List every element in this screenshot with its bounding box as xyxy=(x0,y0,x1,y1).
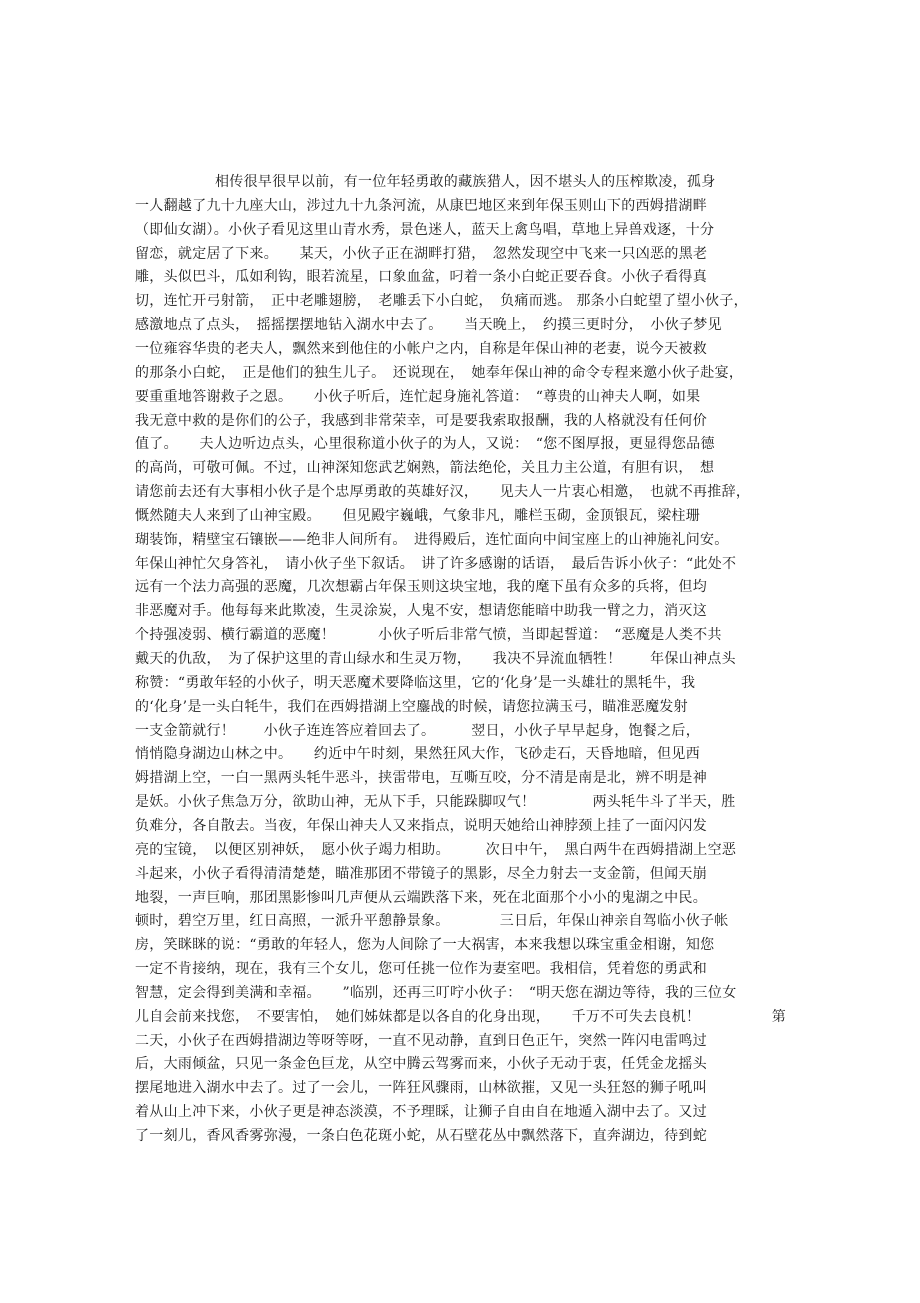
text-line: 一支金箭就行！ 小伙子连连答应着回去了。 翌日，小伙子早早起身，饱餐之后， xyxy=(135,722,700,739)
text-line: 地裂，一声巨响，那团黑影惨叫几声便从云端跌落下来，死在北面那个小小的鬼湖之中民。 xyxy=(135,889,707,906)
text-line: 远有一个法力高强的恶魔，几次想霸占年保玉则这块宝地，我的麾下虽有众多的兵将，但均 xyxy=(135,579,707,596)
text-line: 着从山上冲下来，小伙子更是神态淡漠，不予理睬，让狮子自由自在地遁入湖中去了。又过 xyxy=(135,1104,707,1121)
text-line: 的‘化身’是一头白牦牛，我们在西姆措湖上空鏖战的时候，请您拉满玉弓，瞄准恶魔发射 xyxy=(135,698,688,715)
text-line: 了一刻儿，香风香雾弥漫，一条白色花斑小蛇，从石壁花丛中飘然落下，直奔湖边，待到蛇 xyxy=(135,1128,707,1144)
text-line: 个持强凌弱、横行霸道的恶魔！ 小伙子听后非常气愤，当即起誓道： “恶魔是人类不共 xyxy=(135,627,722,644)
text-line: 一定不肯接纳，现在，我有三个女儿，您可任挑一位作为妻室吧。我相信，凭着您的勇武和 xyxy=(135,961,707,978)
text-line: 年保山神忙欠身答礼， 请小伙子坐下叙话。 讲了许多感谢的话语， 最后告诉小伙子：“此处不 xyxy=(135,555,737,572)
text-line: 顿时，碧空万里，红日高照，一派升平憩静景象。 三日后，年保山神亲自驾临小伙子帐 xyxy=(135,913,729,930)
text-line: 的那条小白蛇， 正是他们的独生儿子。 还说现在， 她奉年保山神的命令专程来邀小伙子赴宴， xyxy=(135,364,744,381)
text-line: 切，连忙开弓射箭， 正中老雕翅膀， 老雕丢下小白蛇， 负痛而逃。 那条小白蛇望了望小伙子， xyxy=(135,293,748,310)
text-line: 是妖。小伙子焦急万分，欲助山神，无从下手，只能跺脚叹气！ 两头牦牛斗了半天，胜 xyxy=(135,794,736,811)
text-line: 摆尾地进入湖水中去了。过了一会儿，一阵狂风骤雨，山林欲摧，又见一头狂怒的狮子吼叫 xyxy=(135,1080,707,1097)
text-line: 相传很早很早以前，有一位年轻勇敢的藏族猎人，因不堪头人的压榨欺凌，孤身 xyxy=(215,174,716,190)
text-line: 的高尚，可敬可佩。不过，山神深知您武艺娴熟，箭法绝伦，关且力主公道，有胆有识， 想 xyxy=(135,460,715,477)
text-line: 悄悄隐身湖边山林之中。 约近中午时刻，果然狂风大作，飞砂走石，天昏地暗，但见西 xyxy=(135,746,700,763)
text-line: 房，笑眯眯的说：“勇敢的年轻人，您为人间除了一大祸害，本来我想以珠宝重金相谢，知您 xyxy=(135,937,715,954)
text-line: 智慧，定会得到美满和幸福。 ”临别，还再三叮咛小伙子： “明天您在湖边等待，我的三位女 xyxy=(135,984,737,1001)
text-line: 要重重地答谢救子之恩。 小伙子听后，连忙起身施礼答道： “尊贵的山神夫人啊，如果 xyxy=(135,388,701,405)
text-line: 斗起来，小伙子看得清清楚楚，瞄准那团不带镜子的黑影，尽全力射去一支金箭，但闻天崩 xyxy=(135,865,707,882)
text-line: 称赞：“勇敢年轻的小伙子，明天恶魔术要降临这里，它的‘化身’是一头雄壮的黑牦牛，我 xyxy=(135,674,696,691)
text-line: 一人翻越了九十九座大山，涉过九十九条河流，从康巴地区来到年保玉则山下的西姆措湖畔 xyxy=(135,197,707,214)
text-line: 雕，头似巴斗，瓜如利钩，眼若流星，口象血盆，叼着一条小白蛇正要吞食。小伙子看得真 xyxy=(135,269,707,286)
text-line: 后，大雨倾盆，只见一条金色巨龙，从空中腾云驾雾而来，小伙子无动于衷，任凭金龙摇头 xyxy=(135,1056,707,1073)
text-line: 儿自会前来找您， 不要害怕， 她们姊妹都是以各自的化身出现， 千万不可失去良机！ 第 xyxy=(135,1008,787,1025)
text-line: 感激地点了点头， 摇摇摆摆地钻入湖水中去了。 当天晚上， 约摸三更时分， 小伙子梦见 xyxy=(135,317,722,334)
text-line: 一位雍容华贵的老夫人，飘然来到他住的小帐户之内，自称是年保山神的老妻，说今天被救 xyxy=(135,340,707,357)
text-line: 戴天的仇敌， 为了保护这里的青山绿水和生灵万物， 我决不异流血牺牲！ 年保山神点头 xyxy=(135,651,736,667)
text-line: （即仙女湖）。小伙子看见这里山青水秀，景色迷人，蓝天上禽鸟唱，草地上异兽戏逐，十分 xyxy=(135,221,715,238)
text-line: 非恶魔对手。他每每来此欺凌，生灵涂炭，人鬼不安，想请您能暗中助我一臂之力，消灭这 xyxy=(135,603,707,620)
text-line: 我无意中救的是你们的公子，我感到非常荣幸，可是要我索取报酬，我的人格就没有任何价 xyxy=(135,412,707,429)
text-line: 姆措湖上空，一白一黑两头牦牛恶斗，挟雷带电，互嘶互咬，分不清是南是北，辨不明是神 xyxy=(135,770,707,787)
text-line: 亮的宝镜， 以便区别神妖， 愿小伙子竭力相助。 次日中午， 黑白两牛在西姆措湖上空恶 xyxy=(135,841,737,858)
text-line: 留恋，就定居了下来。 某天，小伙子正在湖畔打猎， 忽然发现空中飞来一只凶恶的黑老 xyxy=(135,245,708,262)
text-line: 慨然随夫人来到了山神宝殿。 但见殿宇巍峨，气象非凡，雕栏玉砌，金顶银瓦，梁柱珊 xyxy=(135,507,700,524)
text-line: 负难分，各自散去。当夜，年保山神夫人又来指点，说明天她给山神脖颈上挂了一面闪闪发 xyxy=(135,817,707,834)
text-line: 值了。 夫人边听边点头，心里很称道小伙子的为人，又说： “您不图厚报，更显得您品德 xyxy=(135,436,715,453)
text-line: 请您前去还有大事相小伙子是个忠厚勇敢的英雄好汉， 见夫人一片衷心相邀， 也就不再推辞， xyxy=(135,484,751,501)
text-line: 瑚装饰，精壁宝石镶嵌——绝非人间所有。 进得殿后，连忙面向中间宝座上的山神施礼问安。 xyxy=(135,531,729,548)
text-line: 二天，小伙子在西姆措湖边等呀等呀，一直不见动静，直到日色正午，突然一阵闪电雷鸣过 xyxy=(135,1032,707,1049)
